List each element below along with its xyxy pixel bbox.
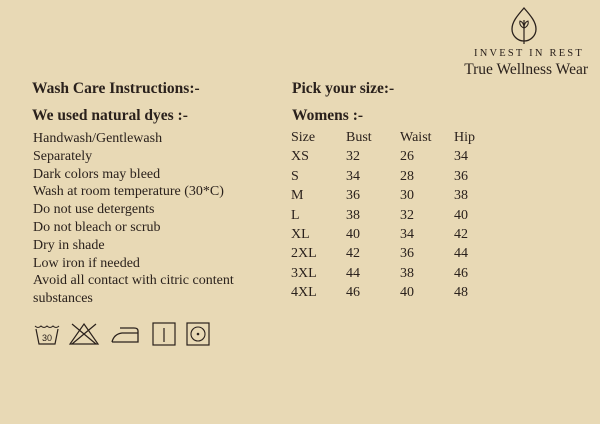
- care-item: Low iron if needed: [33, 255, 140, 271]
- care-item: Handwash/Gentlewash: [33, 131, 163, 146]
- table-row: [291, 188, 494, 207]
- wash-care-title: Wash Care Instructions:-: [32, 80, 200, 97]
- size-cell: XS: [291, 149, 309, 165]
- care-item: Dark colors may bleed: [33, 166, 161, 182]
- hip-cell: 34: [454, 149, 468, 165]
- bust-cell: 34: [346, 168, 360, 184]
- hip-cell: 38: [454, 188, 468, 204]
- header-bust: Bust: [346, 130, 372, 145]
- line-dry-icon: [152, 322, 176, 346]
- table-row: [291, 266, 494, 285]
- care-item: Dry in shade: [33, 237, 105, 253]
- bust-cell: 46: [346, 285, 360, 301]
- size-title: Pick your size:-: [292, 80, 395, 97]
- hip-cell: 42: [454, 226, 468, 242]
- bust-cell: 32: [346, 149, 360, 165]
- waist-cell: 36: [400, 246, 414, 262]
- bust-cell: 36: [346, 188, 360, 204]
- tumble-dry-icon: [186, 322, 210, 346]
- table-row: [291, 227, 494, 246]
- hip-cell: 36: [454, 168, 468, 184]
- size-cell: 4XL: [291, 285, 317, 301]
- table-row: [291, 169, 494, 188]
- size-cell: M: [291, 188, 304, 204]
- bust-cell: 44: [346, 265, 360, 281]
- no-bleach-icon: [68, 322, 100, 346]
- leaf-drop-logo-icon: [508, 6, 540, 46]
- bust-cell: 38: [346, 207, 360, 223]
- waist-cell: 40: [400, 285, 414, 301]
- table-row: [291, 285, 494, 304]
- hip-cell: 40: [454, 207, 468, 223]
- brand-name: True Wellness Wear: [464, 61, 588, 78]
- care-item: Do not use detergents: [33, 202, 155, 218]
- bust-cell: 42: [346, 246, 360, 262]
- low-iron-icon: [110, 322, 140, 346]
- size-cell: L: [291, 207, 300, 223]
- header-waist: Waist: [400, 130, 432, 145]
- svg-text:30: 30: [41, 333, 53, 343]
- header-hip: Hip: [454, 130, 475, 145]
- table-row: [291, 246, 494, 265]
- wash-30-icon: [34, 322, 60, 346]
- care-item: Separately: [33, 148, 93, 164]
- bust-cell: 40: [346, 226, 360, 242]
- hip-cell: 48: [454, 285, 468, 301]
- hip-cell: 46: [454, 265, 468, 281]
- table-header-row: [291, 130, 494, 149]
- wash-care-list: [33, 130, 273, 308]
- size-cell: 3XL: [291, 265, 317, 281]
- waist-cell: 26: [400, 149, 414, 165]
- table-row: [291, 208, 494, 227]
- brand-tagline: INVEST IN REST: [474, 48, 584, 59]
- size-cell: XL: [291, 226, 310, 242]
- natural-dyes-subtitle: We used natural dyes :-: [32, 107, 188, 124]
- hip-cell: 44: [454, 246, 468, 262]
- waist-cell: 30: [400, 188, 414, 204]
- care-item: Wash at room temperature (30*C): [33, 184, 224, 200]
- waist-cell: 32: [400, 207, 414, 223]
- size-cell: S: [291, 168, 299, 184]
- size-chart-table: [291, 130, 494, 305]
- waist-cell: 34: [400, 226, 414, 242]
- care-item: Do not bleach or scrub: [33, 219, 161, 235]
- header-size: Size: [291, 130, 316, 145]
- waist-cell: 38: [400, 265, 414, 281]
- waist-cell: 28: [400, 168, 414, 184]
- size-cell: 2XL: [291, 246, 317, 262]
- care-item: Avoid all contact with citric content substances: [33, 273, 234, 307]
- table-row: [291, 149, 494, 168]
- womens-subtitle: Womens :-: [292, 107, 364, 124]
